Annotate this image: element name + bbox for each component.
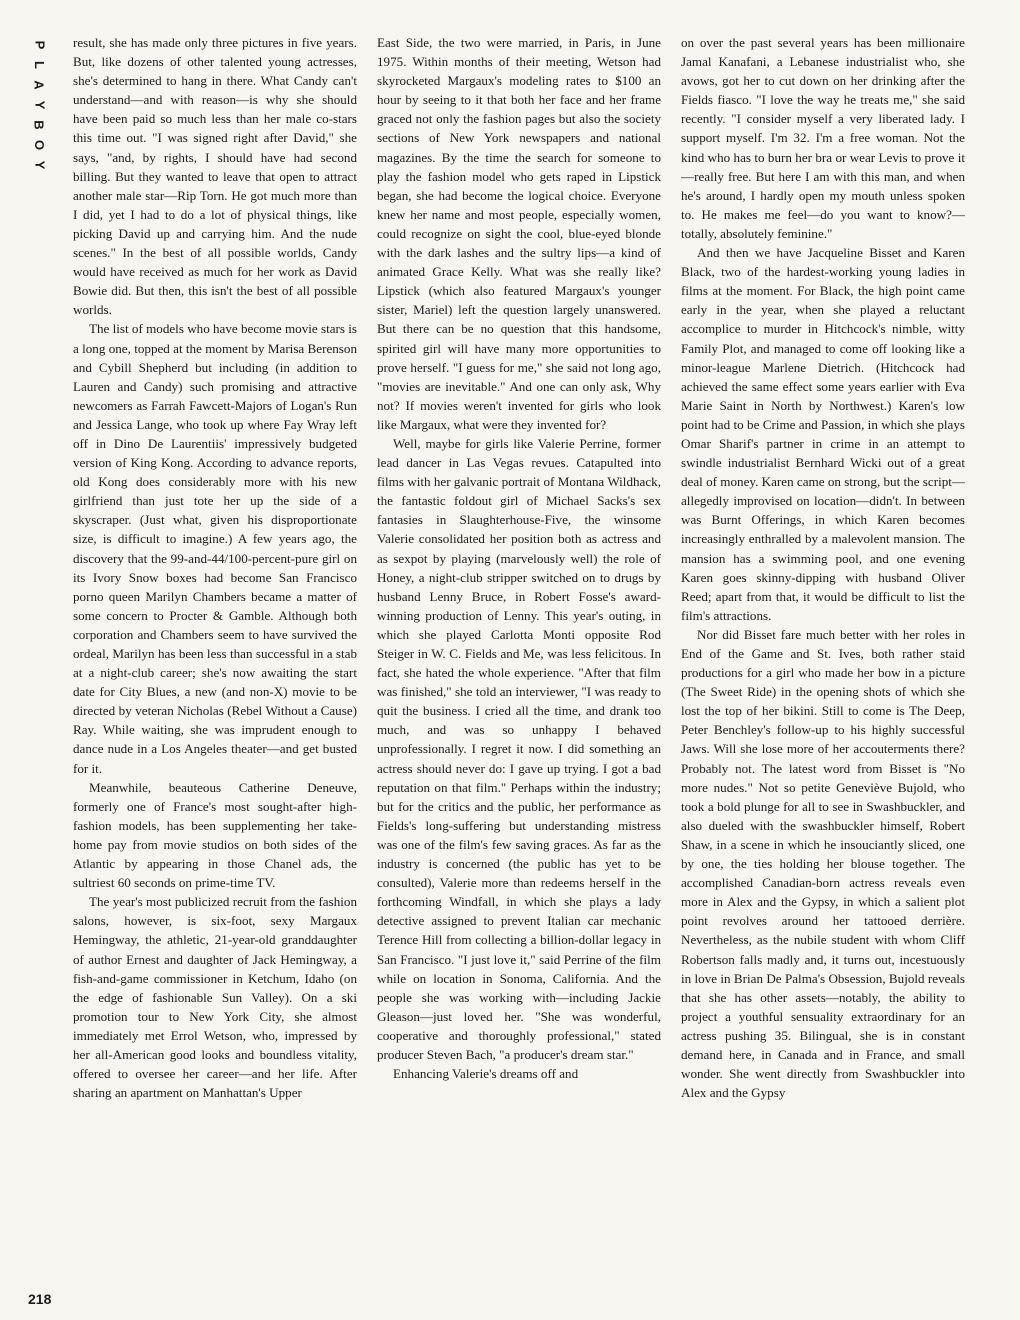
paragraph: And then we have Jacqueline Bisset and Karen Black, two of the hardest-working young ladies in films at the moment. For Black, the high point came early in the year, when she played a reluctant accomplice to murder in Hitchcock's nimble, witty Family Plot, and managed to come off looking like a minor-league Marlene Dietrich. (Hitchcock had achieved the same effect some years earlier with Eva Marie Saint in North by Northwest.) Karen's low point had to be Crime and Passion, in which she plays Omar Sharif's partner in crime in an attempt to swindle industrialist Bernhard Wicki out of a great deal of money. Karen came on strong, but the script—allegedly improvised on location—didn't. In between was Burnt Offerings, in which Karen becomes increasingly enthralled by a malevolent mansion. The mansion has a swimming pool, and one evening Karen goes skinny-dipping with husband Oliver Reed; apart from that, it would be difficult to list the film's attractions. xyxy=(681,245,965,623)
running-head-letter: O xyxy=(32,139,47,151)
paragraph: Meanwhile, beauteous Catherine Deneuve, formerly one of France's most sought-after high-fashion models, has been supplementing her take-home pay from movie studios on both sides of the Atlantic by appearing in those Chanel ads, the sultriest 60 seconds on prime-time TV. xyxy=(73,779,357,891)
paragraph: Enhancing Valerie's dreams off and xyxy=(393,1066,579,1082)
paragraph: East Side, the two were married, in Paris, in June 1975. Within months of their meeting, Wetson had skyrocketed Margaux's modeling rates to $100 an hour by seeing to it that both her face and her frame graced not only the fashion pages but also the society sections of New York newspapers and national magazines. By the time the search for someone to play the fashion model who gets raped in Lipstick began, she had become the logical choice. Everyone knew her name and most people, especially women, could recognize on sight the cool, blue-eyed blonde with the dark lashes and the sultry lips—a kind of animated Grace Kelly. What was she really like? Lipstick (which also featured Margaux's younger sister, Mariel) left the question largely unanswered. But there can be no question that this handsome, spirited girl will have many more opportunities to prove herself. "I guess for me," she said not long ago, "movies are inevitable." And one can only ask, Why not? If movies weren't invented for girls who look like Margaux, what were they invented for? xyxy=(377,35,661,432)
running-head-letter: P xyxy=(31,40,47,50)
paragraph: result, she has made only three pictures in five years. But, like dozens of other talented young actresses, she's determined to hang in there. What Candy can't understand—and with reason—is why she should have been paid so much less than her male co-stars this time out. "I was signed right after David," she says, "and, by rights, I should have had second billing. But they wanted to leave that open to attract another male star—Rip Torn. He got much more than I did, yet I had to do a lot of physical things, like picking David up and carrying him. And the nude scenes." In the best of all possible worlds, Candy would have received as much for her work as David Bowie did. But then, this isn't the best of all possible worlds. xyxy=(73,35,357,318)
running-head-letter: B xyxy=(31,120,47,130)
article-body xyxy=(73,33,966,1295)
running-head-letter: Y xyxy=(31,100,47,110)
running-head-letter: A xyxy=(31,80,47,90)
paragraph: Well, maybe for girls like Valerie Perrine, former lead dancer in Las Vegas revues. Catapulted into films with her galvanic portrait of Montana Wildhack, the fantastic foldout girl of Michael Sacks's sex fantasies in Slaughterhouse-Five, the winsome Valerie consolidated her position both as actress and as sexpot by playing (marvelously well) the role of Honey, a night-club stripper switched on to drugs by husband Lenny Bruce, in Robert Fosse's award-winning production of Lenny. This year's outing, in which she played Carlotta Monti opposite Rod Steiger in W. C. Fields and Me, was less felicitous. In fact, she hated the whole experience. "After that film was finished," she told an interviewer, "I was ready to quit the business. I cried all the time, and drank too much, and was so unhappy I behaved unprofessionally. I regret it now. I did something an actress should never do: I gave up trying. I got a bad reputation on that film." Perhaps within the industry; but for the critics and the public, her performance as Fields's long-suffering but understanding mistress was one of the film's few saving graces. As far as the industry is concerned (the public has yet to be consulted), Valerie more than redeems herself in the forthcoming Windfall, in which she plays a lady detective assigned to prevent Italian car mechanic Terence Hill from collecting a billion-dollar legacy in San Francisco. "I just love it," said Perrine of the film while on location in Sonoma, California. And the people she was working with—including Jackie Gleason—just loved her. "She was wonderful, cooperative and thoroughly professional," stated producer Steven Bach, "a producer's dream star." xyxy=(377,435,661,1062)
text-column-2 xyxy=(377,33,661,1295)
paragraph: The list of models who have become movie stars is a long one, topped at the moment by Marisa Berenson and Cybill Shepherd but including (in addition to Lauren and Candy) such promising and attractive newcomers as Farrah Fawcett-Majors of Logan's Run and Jessica Lange, who took up where Fay Wray left off in Dino De Laurentiis' impressively budgeted version of King Kong. According to advance reports, old Kong does considerably more with his new girlfriend than just tote her up the side of a skyscraper. (Just what, given his disproportionate size, is difficult to imagine.) A few years ago, the discovery that the 99-and-44/100-percent-pure girl on its Ivory Snow boxes had become San Francisco porno queen Marilyn Chambers became a matter of some concern to Procter & Gamble. Although both corporation and Chambers seem to have survived the ordeal, Marilyn has been less than successful in a stab at a night-club career; she's now awaiting the start date for City Blues, a new (and non-X) movie to be directed by veteran Nicholas (Rebel Without a Cause) Ray. While waiting, she was imprudent enough to dance nude in a Los Angeles theater—and get busted for it. xyxy=(73,321,357,776)
running-head-letter: L xyxy=(31,61,47,69)
running-head xyxy=(30,36,48,174)
page-number: 218 xyxy=(28,1291,52,1307)
running-head-letter: Y xyxy=(31,160,47,170)
text-column-3 xyxy=(681,33,965,1295)
paragraph: Nor did Bisset fare much better with her roles in End of the Game and St. Ives, both rather staid productions for a girl who made her bow in a picture (The Sweet Ride) in the opening shots of which she lost the top of her bikini. Still to come is The Deep, Peter Benchley's follow-up to his highly successful Jaws. Will she lose more of her accouterments there? Probably not. The latest word from Bisset is "No more nudes." Not so petite Geneviève Bujold, who took a bold plunge for all to see in Swashbuckler, and also dueled with the swashbuckler himself, Robert Shaw, in a scene in which he insouciantly sliced, one by one, the ties holding her blouse together. The accomplished Canadian-born actress reveals even more in Alex and the Gypsy, in which a salient plot point revolves around her tattooed derrière. Nevertheless, as the nubile student with whom Cliff Robertson falls madly and, it turns out, incestuously in love in Brian De Palma's Obsession, Bujold reveals that she has other assets—notably, the ability to project a youthful sensuality extraordinary for an actress pushing 35. Bilingual, she is in constant demand here, in Canada and in France, and small wonder. She went directly from Swashbuckler into Alex and the Gypsy xyxy=(681,626,965,1101)
paragraph: The year's most publicized recruit from the fashion salons, however, is six-foot, sexy Margaux Hemingway, the athletic, 21-year-old granddaughter of author Ernest and daughter of Jack Hemingway, a fish-and-game commissioner in Ketchum, Idaho (on the edge of fashionable Sun Valley). On a ski promotion tour to New York City, she almost immediately met Errol Wetson, who, impressed by her all-American good looks and boundless vitality, offered to oversee her career—and her life. After sharing an apartment on Manhattan's Upper xyxy=(73,894,357,1101)
text-column-1 xyxy=(73,33,357,1295)
paragraph: on over the past several years has been millionaire Jamal Kanafani, a Lebanese industrialist who, she avows, got her to cut down on her drinking after the Fields fiasco. "I love the way he treats me," she said recently. "I consider myself a very liberated lady. I support myself. I'm 32. I'm a free woman. Not the kind who has to burn her bra or wear Levis to prove it—really free. But here I am with this man, and when he's around, I hardly open my mouth unless spoken to. He makes me feel—do you want to know?—totally, absolutely feminine." xyxy=(681,35,965,241)
